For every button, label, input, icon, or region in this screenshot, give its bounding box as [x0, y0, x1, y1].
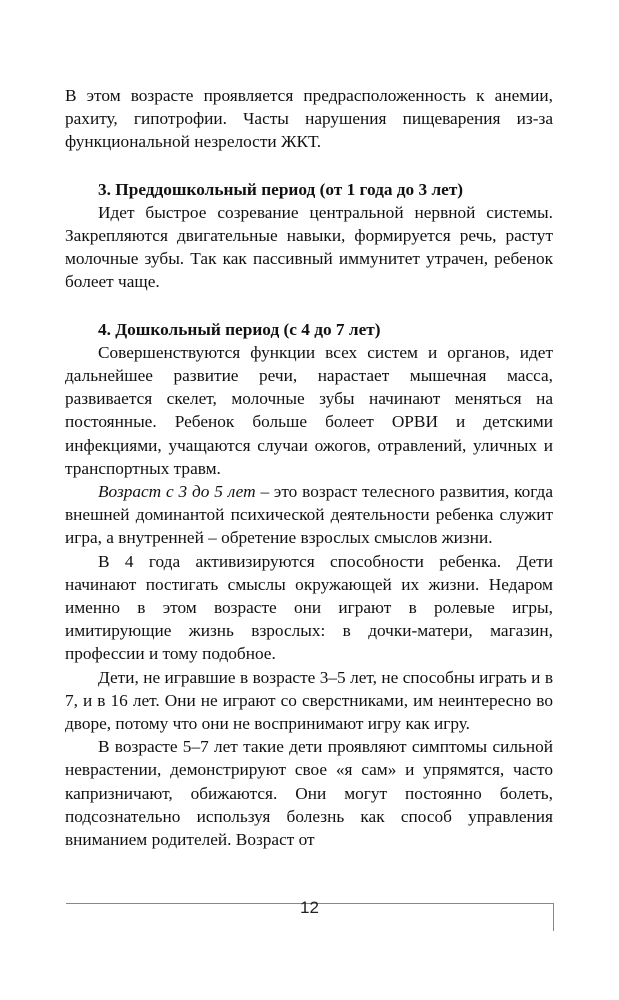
paragraph: В этом возрасте проявляется предрасположенность к анемии, рахиту, гипотрофии. Часты нарушения пищеварения из-за функциональной незрелости ЖКТ.: [65, 86, 553, 152]
section-heading: 4. Дошкольный период (с 4 до 7 лет): [98, 319, 381, 339]
paragraph-text: – это возраст телесного развития, когда внешней доминантой психической деятельности ребенка служит игра, а внутренней – обретение взрослых смыслов жизни.: [65, 482, 553, 548]
italic-phrase: Возраст с 3 до 5 лет: [98, 482, 256, 502]
paragraph: Дети, не игравшие в возрасте 3–5 лет, не способны играть и в 7, и в 16 лет. Они не играют со сверстниками, им неинтересно во дворе, потому что они не воспринимают игру как игру.: [65, 667, 553, 734]
page-number: 12: [300, 898, 319, 917]
paragraph: Совершенствуются функции всех систем и органов, идет дальнейшее развитие речи, нарастает мышечная масса, развивается скелет, молочные зубы начинают меняться на постоянные. Ребенок больше болеет ОРВИ и детскими инфекциями, учащаются случаи ожогов, отравлений, уличных и транспортных травм.: [65, 342, 553, 478]
paragraph: [65, 480, 553, 550]
section-heading: 3. Преддошкольный период (от 1 года до 3 лет): [98, 179, 464, 199]
paragraph: В 4 года активизируются способности ребенка. Дети начинают постигать смыслы окружающей их жизни. Недаром именно в этом возрасте они играют в ролевые игры, имитирующие жизнь взрослых: в дочки-матери, магазин, профессии и тому подобное.: [65, 551, 553, 664]
page-body: [65, 84, 553, 851]
paragraph: Идет быстрое созревание центральной нервной системы. Закрепляются двигательные навыки, формируется речь, растут молочные зубы. Так как пассивный иммунитет утрачен, ребенок болеет чаще.: [65, 202, 553, 292]
paragraph: В возрасте 5–7 лет такие дети проявляют симптомы сильной неврастении, демонстрируют свое «я сам» и упрямятся, часто капризничают, обижаются. Они могут постоянно болеть, подсознательно используя болезнь как способ управления вниманием родителей. Возраст от: [65, 737, 553, 850]
